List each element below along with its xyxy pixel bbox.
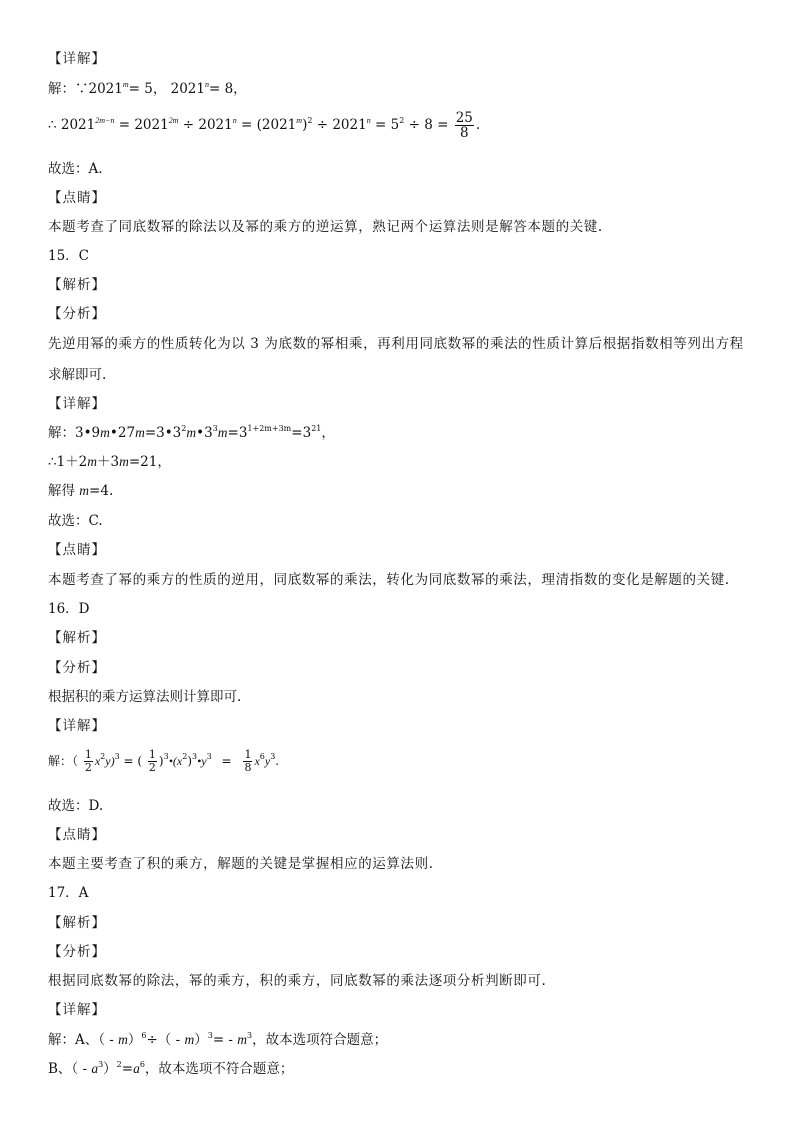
comment-heading: 【点睛】 [48, 542, 106, 558]
fenxi-heading: 【分析】 [48, 660, 106, 676]
choice-line: 故选：A. [48, 161, 103, 177]
fraction-one-half: $\frac{1}{2}$ [84, 748, 92, 774]
analysis-heading: 【解析】 [48, 277, 106, 293]
comment-heading: 【点睛】 [48, 190, 106, 206]
solution-line: 解：$3•9m•27m=3•3^2m•3^3m=3^{1+2m+3m}=3^{21}$， [48, 424, 335, 441]
comment-text: 本题主要考查了积的乘方，解题的关键是掌握相应的运算法则. [48, 856, 434, 872]
detail-heading: 【详解】 [48, 51, 106, 67]
question-number: 17．A [48, 885, 89, 901]
result-line: 解得 m=4. [48, 483, 114, 499]
choice-line: 故选：D. [48, 798, 104, 814]
fenxi-heading: 【分析】 [48, 306, 106, 322]
detail-heading: 【详解】 [48, 396, 106, 412]
detail-heading: 【详解】 [48, 1002, 106, 1018]
solution-derivation-line: ∴ $2021^{2m-n} = 2021^{2m} \div 2021^n = (2021^m)^2 \div 2021^n = 5^2 \div 8$ = $\frac{25}{8}$ . [48, 110, 481, 141]
comment-heading: 【点睛】 [48, 827, 106, 843]
comment-text: 本题考查了幂的乘方的性质的逆用，同底数幂的乘法，转化为同底数幂的乘法，理清指数的变化是解题的关键. [48, 572, 730, 588]
choice-line: 故选：C. [48, 513, 103, 529]
analysis-heading: 【解析】 [48, 915, 106, 931]
fraction-25-over-8: $\frac{25}{8}$ [455, 110, 473, 141]
option-b-line: B、（ - $a^3)^2=a^6$，故本选项不符合题意； [48, 1060, 294, 1077]
fraction-one-eighth: $\frac{1}{8}$ [244, 748, 252, 774]
fenxi-text: 根据同底数幂的除法，幂的乘方，积的乘方，同底数幂的乘法逐项分析判断即可. [48, 973, 547, 989]
fenxi-text-cont: 求解即可. [48, 367, 107, 383]
solution-line: 解：（ $\frac{1}{2}$ $x^2y)^3$ = ( $\frac{1}{2}$ )$^3•(x^2)^3•y^3$ = $\frac{1}{8}$ $x^6y^3$. [48, 748, 280, 774]
fraction-one-half: $\frac{1}{2}$ [148, 748, 156, 774]
fenxi-heading: 【分析】 [48, 944, 106, 960]
detail-heading: 【详解】 [48, 718, 106, 734]
question-number: 16．D [48, 601, 90, 617]
equation-line: ∴1＋2m＋3m=21， [48, 454, 171, 470]
fenxi-text: 先逆用幂的乘方的性质转化为以 3 为底数的幂相乘，再利用同底数幂的乘法的性质计算后根据指数相等列出方程 [48, 336, 744, 352]
fenxi-text: 根据积的乘方运算法则计算即可. [48, 689, 242, 705]
comment-text: 本题考查了同底数幂的除法以及幂的乘方的逆运算，熟记两个运算法则是解答本题的关键. [48, 219, 603, 235]
option-a-line: 解：A、（ - $m)^6\div( - m)^3= - m^3$，故本选项符合题意； [48, 1031, 388, 1048]
solution-given-line: 解：$\because 2021^m= 5$， $2021^n= 8$， [48, 80, 247, 97]
analysis-heading: 【解析】 [48, 630, 106, 646]
question-number: 15．C [48, 248, 90, 264]
